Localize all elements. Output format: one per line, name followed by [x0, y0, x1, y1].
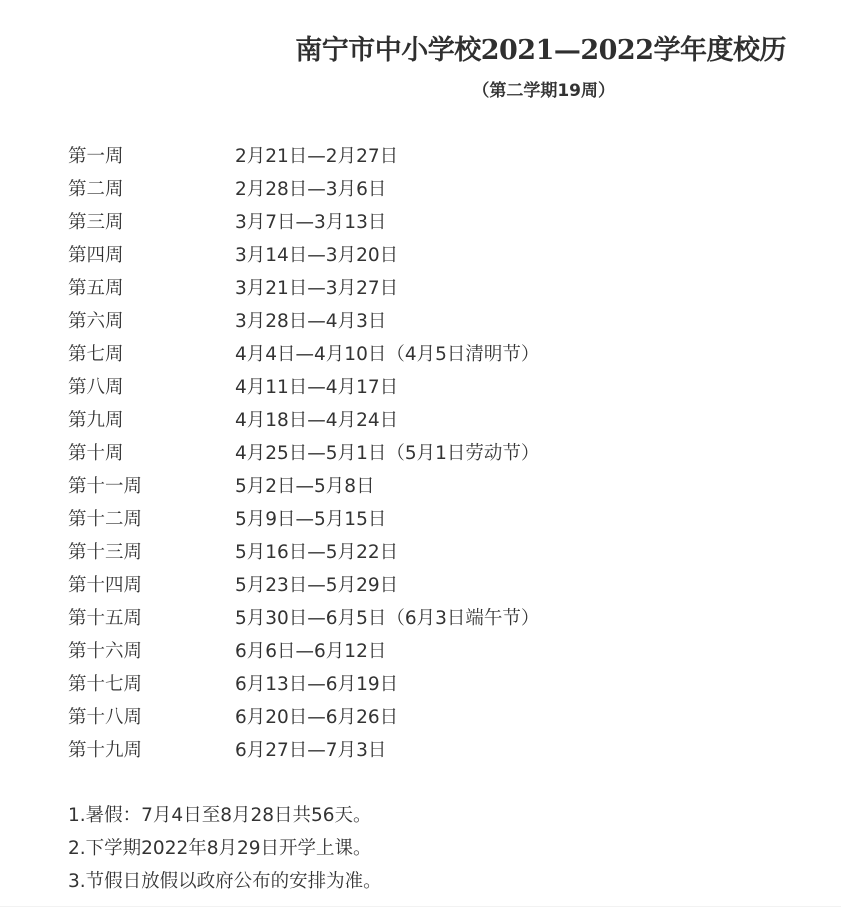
week-range: 3月7日—3月13日 [235, 212, 387, 233]
week-list [68, 140, 768, 767]
week-range: 5月23日—5月29日 [235, 575, 399, 596]
week-row [68, 569, 768, 602]
notes-list [68, 799, 768, 898]
note-item: 1.暑假：7月4日至8月28日共56天。 [68, 805, 372, 826]
week-range: 6月27日—7月3日 [235, 740, 387, 761]
week-name: 第十五周 [68, 608, 143, 629]
week-range: 5月9日—5月15日 [235, 509, 387, 530]
week-row [68, 668, 768, 701]
week-row [68, 305, 768, 338]
week-range: 2月21日—2月27日 [235, 146, 399, 167]
week-range: 2月28日—3月6日 [235, 179, 387, 200]
week-range: 6月6日—6月12日 [235, 641, 387, 662]
week-row [68, 635, 768, 668]
week-range: 5月30日—6月5日（6月3日端午节） [235, 608, 540, 629]
week-name: 第十四周 [68, 575, 143, 596]
week-range: 5月2日—5月8日 [235, 476, 375, 497]
week-row [68, 206, 768, 239]
week-range: 3月28日—4月3日 [235, 311, 387, 332]
week-name: 第一周 [68, 146, 124, 167]
week-name: 第十八周 [68, 707, 143, 728]
week-name: 第三周 [68, 212, 124, 233]
week-name: 第八周 [68, 377, 124, 398]
note-item: 2.下学期2022年8月29日开学上课。 [68, 838, 372, 859]
week-range: 6月20日—6月26日 [235, 707, 399, 728]
week-row [68, 470, 768, 503]
week-row [68, 536, 768, 569]
week-name: 第二周 [68, 179, 124, 200]
week-name: 第十九周 [68, 740, 143, 761]
week-row [68, 272, 768, 305]
week-name: 第四周 [68, 245, 124, 266]
week-range: 4月4日—4月10日（4月5日清明节） [235, 344, 540, 365]
week-row [68, 404, 768, 437]
week-range: 6月13日—6月19日 [235, 674, 399, 695]
week-row [68, 437, 768, 470]
week-name: 第七周 [68, 344, 124, 365]
week-range: 3月21日—3月27日 [235, 278, 399, 299]
week-name: 第十六周 [68, 641, 143, 662]
week-name: 第十一周 [68, 476, 143, 497]
week-range: 3月14日—3月20日 [235, 245, 399, 266]
week-row [68, 239, 768, 272]
bottom-divider [0, 906, 841, 907]
week-range: 4月11日—4月17日 [235, 377, 399, 398]
week-range: 4月18日—4月24日 [235, 410, 399, 431]
week-row [68, 338, 768, 371]
week-row [68, 173, 768, 206]
page-title: 南宁市中小学校2021—2022学年度校历 [295, 35, 786, 66]
week-row [68, 701, 768, 734]
week-row [68, 371, 768, 404]
week-name: 第十七周 [68, 674, 143, 695]
week-row [68, 140, 768, 173]
week-range: 4月25日—5月1日（5月1日劳动节） [235, 443, 540, 464]
week-name: 第九周 [68, 410, 124, 431]
week-name: 第六周 [68, 311, 124, 332]
week-name: 第十周 [68, 443, 124, 464]
week-name: 第五周 [68, 278, 124, 299]
note-item: 3.节假日放假以政府公布的安排为准。 [68, 871, 382, 892]
week-name: 第十三周 [68, 542, 143, 563]
week-row [68, 602, 768, 635]
page-subtitle: （第二学期19周） [472, 81, 615, 101]
week-name: 第十二周 [68, 509, 143, 530]
week-row [68, 503, 768, 536]
week-row [68, 734, 768, 767]
week-range: 5月16日—5月22日 [235, 542, 399, 563]
